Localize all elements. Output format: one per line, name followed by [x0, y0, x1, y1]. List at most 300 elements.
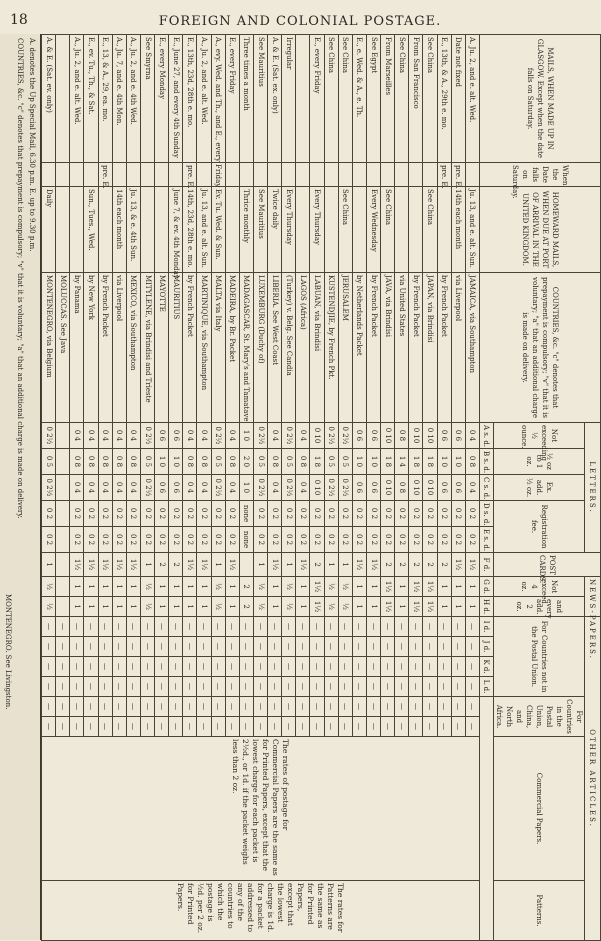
table-cell: See China [423, 35, 437, 163]
table-cell: Sun., Tues., Wed. [84, 187, 98, 273]
table-cell: — [70, 677, 84, 697]
table-cell: 0 2 [367, 501, 381, 527]
table-cell: — [56, 657, 70, 677]
table-cell [155, 163, 169, 187]
table-cell: by French Packet [367, 273, 381, 423]
table-cell [352, 163, 366, 187]
table-cell: 0 10 [381, 475, 395, 501]
table-cell [70, 187, 84, 273]
table-cell: 0 2 [183, 501, 197, 527]
table-cell: — [268, 617, 282, 637]
table-cell: 1 [98, 597, 112, 617]
table-cell [437, 187, 451, 273]
table-cell: — [56, 697, 70, 717]
table-cell: 1 8 [310, 449, 324, 475]
table-cell: See China [423, 187, 437, 273]
table-cell: 1 [155, 597, 169, 617]
table-cell: 0 8 [395, 423, 409, 449]
table-cell: 1 [141, 553, 155, 577]
table-cell: — [42, 717, 56, 737]
table-cell: — [141, 657, 155, 677]
table-cell: — [423, 697, 437, 717]
table-cell: 1½ [126, 553, 140, 577]
table-cell: 0 2 [183, 527, 197, 553]
table-cell [409, 187, 423, 273]
table-cell: — [409, 697, 423, 717]
table-cell: — [155, 717, 169, 737]
table-cell: — [141, 677, 155, 697]
table-cell: LABUAN, via Brindisi [310, 273, 324, 423]
table-cell [409, 163, 423, 187]
table-cell: 1 [324, 553, 338, 577]
table-cell: — [437, 697, 451, 717]
table-cell: A. Ju. 2, and e. alt. Wed. [465, 35, 479, 163]
table-cell: 1½ [112, 553, 126, 577]
table-cell: ½ [211, 597, 225, 617]
header-mails-made-up: MAILS, WHEN MADE UP IN GLASGOW. Except when the date falls on Saturday. [480, 35, 601, 163]
table-cell: 0 2 [409, 527, 423, 553]
table-cell: 2 0 [239, 449, 253, 475]
table-cell: 0 2½ [211, 475, 225, 501]
table-cell: 1 [367, 597, 381, 617]
table-cell: — [395, 657, 409, 677]
table-cell: 0 8 [225, 449, 239, 475]
table-cell: 0 5 [42, 449, 56, 475]
table-cell: 0 4 [98, 423, 112, 449]
table-cell [296, 187, 310, 273]
table-cell [352, 187, 366, 273]
table-cell: LIBERIA. See West Coast [268, 273, 282, 423]
table-cell: 1 0 [155, 449, 169, 475]
table-cell: — [254, 657, 268, 677]
table-cell: 1½ [197, 553, 211, 577]
table-cell: by French Packet [437, 273, 451, 423]
column-letter: A s. d. [480, 423, 494, 449]
table-cell: — [268, 657, 282, 677]
table-cell [239, 553, 253, 577]
table-cell: 0 4 [112, 475, 126, 501]
table-cell: See Mauritius [254, 35, 268, 163]
table-cell: See China [338, 187, 352, 273]
table-cell: — [141, 637, 155, 657]
table-cell: E., 13th, & A., 29th e. mo. [437, 35, 451, 163]
table-cell: 0 2 [338, 527, 352, 553]
table-cell: 1½ [381, 597, 395, 617]
table-cell: 1½ [352, 553, 366, 577]
table-cell: 1½ [465, 553, 479, 577]
table-cell: 0 2½ [282, 475, 296, 501]
table-cell: 0 2 [70, 527, 84, 553]
table-cell: 1 [451, 597, 465, 617]
table-cell: — [126, 697, 140, 717]
column-letter: F d. [480, 553, 494, 577]
table-cell: Every Thursday [310, 187, 324, 273]
table-cell: 0 6 [367, 475, 381, 501]
table-cell: — [183, 677, 197, 697]
table-cell: — [338, 637, 352, 657]
table-cell: — [338, 717, 352, 737]
table-cell: via Liverpool [112, 273, 126, 423]
table-cell: E., every Monday [155, 35, 169, 163]
table-cell: 1 [84, 597, 98, 617]
table-cell: — [367, 617, 381, 637]
column-letter: C s. d. [480, 475, 494, 501]
table-cell: — [451, 637, 465, 657]
table-cell: 0 2 [98, 527, 112, 553]
table-cell: 0 2 [451, 501, 465, 527]
table-cell: 0 4 [84, 475, 98, 501]
table-cell: — [254, 717, 268, 737]
table-cell: — [239, 617, 253, 637]
table-cell: 14th each month [112, 187, 126, 273]
table-cell: A., Ju. 7, and e. 4th Mon. [112, 35, 126, 163]
table-cell: — [98, 717, 112, 737]
table-cell: 0 2 [268, 527, 282, 553]
table-cell: Every Wednesday [367, 187, 381, 273]
table-cell: — [155, 677, 169, 697]
table-cell: 0 4 [296, 423, 310, 449]
table-cell: 0 10 [409, 475, 423, 501]
table-cell: From Marseilles [381, 35, 395, 163]
table-cell: — [381, 717, 395, 737]
table-cell: See China [338, 35, 352, 163]
table-cell: pre. E. [98, 163, 112, 187]
table-cell: — [112, 717, 126, 737]
table-cell: — [367, 677, 381, 697]
table-cell: — [70, 617, 84, 637]
table-cell: — [324, 637, 338, 657]
table-cell: — [183, 697, 197, 717]
table-cell: 0 2 [225, 501, 239, 527]
table-cell: — [409, 637, 423, 657]
table-cell: — [367, 717, 381, 737]
table-cell: JERUSALEM [338, 273, 352, 423]
table-cell: — [239, 697, 253, 717]
table-cell: — [310, 657, 324, 677]
table-cell: 0 4 [225, 423, 239, 449]
table-cell: — [338, 677, 352, 697]
table-cell: — [465, 677, 479, 697]
table-cell: 0 6 [169, 423, 183, 449]
table-cell: 1½ [451, 553, 465, 577]
table-cell: — [70, 717, 84, 737]
table-cell: E., every Friday [225, 35, 239, 163]
table-cell: 0 5 [338, 449, 352, 475]
table-cell: See China [395, 35, 409, 163]
table-cell: 1 [352, 597, 366, 617]
table-cell: 0 2½ [254, 475, 268, 501]
table-cell: — [296, 717, 310, 737]
table-cell: — [409, 717, 423, 737]
table-cell: 2 [155, 553, 169, 577]
table-cell: — [98, 657, 112, 677]
table-cell: — [395, 677, 409, 697]
table-cell: — [239, 637, 253, 657]
table-cell: 1½ [367, 553, 381, 577]
header-in-union: For Countries in the Postal Union, China, and North Africa. [494, 697, 585, 737]
table-cell: — [225, 697, 239, 717]
running-head: FOREIGN AND COLONIAL POSTAGE. [158, 14, 442, 29]
table-cell: — [197, 677, 211, 697]
table-cell: — [381, 677, 395, 697]
table-cell [84, 163, 98, 187]
table-cell: — [169, 697, 183, 717]
table-cell: 2 [239, 577, 253, 597]
table-cell: 0 2 [169, 527, 183, 553]
table-cell: 1 [367, 577, 381, 597]
table-cell: — [239, 677, 253, 697]
table-cell [56, 577, 70, 597]
table-cell: 0 4 [296, 475, 310, 501]
table-cell: See Egypt [367, 35, 381, 163]
table-cell: 0 2 [211, 501, 225, 527]
table-cell: 0 2 [409, 501, 423, 527]
table-cell: 1½ [310, 597, 324, 617]
table-cell: — [239, 717, 253, 737]
table-cell: — [98, 697, 112, 717]
table-cell: LAGOS (Africa) [296, 273, 310, 423]
header-other-articles: OTHER ARTICLES. [585, 617, 601, 941]
table-cell: 1 [183, 577, 197, 597]
table-cell: 0 2 [254, 501, 268, 527]
table-cell: — [169, 637, 183, 657]
table-cell: 0 2 [395, 501, 409, 527]
column-letter-pad [480, 697, 494, 941]
header-letters: LETTERS. [585, 423, 601, 553]
table-cell: 14th each month [451, 187, 465, 273]
table-cell: A., Ju. 2, and e. alt. Wed. [197, 35, 211, 163]
table-cell: — [282, 697, 296, 717]
table-cell [395, 187, 409, 273]
table-cell: 1 [197, 577, 211, 597]
table-cell: A., Ju. 2, and e. 4th Wed. [126, 35, 140, 163]
table-cell: 1 8 [409, 449, 423, 475]
table-cell: 0 6 [437, 475, 451, 501]
table-cell: MAYOTTE [155, 273, 169, 423]
table-cell: 0 2 [126, 527, 140, 553]
table-cell [296, 35, 310, 163]
table-cell: 0 8 [70, 449, 84, 475]
table-cell: 0 2 [381, 501, 395, 527]
table-cell: — [352, 657, 366, 677]
legend-countries-note: COUNTRIES, &c. "c" denotes that prepayment is compulsory; "v" that it is voluntary; "a" that an additional charge is made on delivery. [16, 38, 24, 519]
table-cell: by French Packet [409, 273, 423, 423]
table-cell: — [310, 697, 324, 717]
table-cell: 0 4 [197, 475, 211, 501]
table-cell: — [395, 617, 409, 637]
header-saturday: When the Date falls on Saturday. [480, 163, 601, 187]
postage-table [41, 34, 601, 941]
table-cell: 0 2 [296, 527, 310, 553]
table-cell: — [338, 657, 352, 677]
table-cell [225, 163, 239, 187]
table-cell: — [84, 677, 98, 697]
table-cell [367, 163, 381, 187]
table-cell: — [367, 697, 381, 717]
table-cell: 0 2 [141, 527, 155, 553]
table-cell: 1 8 [423, 449, 437, 475]
table-cell: — [310, 677, 324, 697]
table-cell: ½ [141, 577, 155, 597]
table-cell: 1½ [409, 597, 423, 617]
table-cell: 0 10 [423, 475, 437, 501]
table-cell: — [409, 617, 423, 637]
table-cell: A. & E. (Sat. ev. only) [42, 35, 56, 163]
table-cell: 1 [183, 597, 197, 617]
table-cell: MONTENEGRO, via Belgium [42, 273, 56, 423]
table-cell: 1 [112, 577, 126, 597]
table-cell: 0 6 [155, 475, 169, 501]
table-cell: — [310, 637, 324, 657]
table-cell: — [282, 677, 296, 697]
table-cell: 0 8 [84, 449, 98, 475]
column-letter: K d. [480, 657, 494, 677]
table-cell: 1 [282, 553, 296, 577]
table-cell: 1 0 [451, 449, 465, 475]
table-cell: Irregular [282, 35, 296, 163]
header-news-a: Not exceed. 4 oz. [494, 577, 585, 597]
table-cell: — [126, 637, 140, 657]
table-cell: 2 [239, 597, 253, 617]
table-cell: Twice daily [268, 187, 282, 273]
table-cell: — [451, 657, 465, 677]
table-cell: — [56, 617, 70, 637]
table-cell: 0 2 [197, 527, 211, 553]
table-cell: — [169, 717, 183, 737]
table-cell: 0 2½ [338, 475, 352, 501]
table-cell: 0 6 [451, 475, 465, 501]
table-cell: JAVA, via Brindisi [381, 273, 395, 423]
table-cell: — [183, 657, 197, 677]
table-cell: 0 2 [465, 527, 479, 553]
table-cell [126, 163, 140, 187]
table-cell: 1 [112, 597, 126, 617]
table-cell: June 7, & ev. 4th Monday [169, 187, 183, 273]
table-cell: 0 5 [211, 449, 225, 475]
table-cell: 0 10 [381, 423, 395, 449]
table-cell: Thrice monthly [239, 187, 253, 273]
table-cell: 0 5 [324, 449, 338, 475]
table-cell: 1 [451, 577, 465, 597]
legend-bottom: MONTENEGRO. See Livingston. [4, 594, 12, 710]
table-cell: 1½ [183, 553, 197, 577]
page-header [0, 0, 600, 34]
column-letter: B s. d. [480, 449, 494, 475]
table-cell: ½ [338, 597, 352, 617]
table-cell [56, 527, 70, 553]
table-cell: — [84, 637, 98, 657]
table-cell: 0 8 [112, 449, 126, 475]
table-cell: 0 2 [84, 527, 98, 553]
table-cell: 0 2 [42, 501, 56, 527]
table-cell: — [465, 657, 479, 677]
table-cell: — [169, 617, 183, 637]
table-cell [395, 163, 409, 187]
table-cell: — [84, 717, 98, 737]
table-cell: 0 2 [381, 527, 395, 553]
table-cell: — [197, 717, 211, 737]
table-cell: 1½ [70, 553, 84, 577]
table-cell: 0 2 [423, 527, 437, 553]
table-cell: — [268, 637, 282, 657]
table-cell: — [338, 697, 352, 717]
table-cell: — [423, 617, 437, 637]
table-cell: A. & E. (Sat. ex. only) [268, 35, 282, 163]
table-cell: Every Thursday [282, 187, 296, 273]
table-cell: 1 [352, 577, 366, 597]
table-cell: 0 2 [437, 527, 451, 553]
table-cell: — [225, 677, 239, 697]
table-cell: — [42, 697, 56, 717]
table-cell: — [296, 617, 310, 637]
table-cell [56, 553, 70, 577]
table-cell: — [225, 657, 239, 677]
table-cell [56, 187, 70, 273]
table-cell: — [183, 617, 197, 637]
table-cell: 0 2½ [42, 475, 56, 501]
table-cell: — [296, 697, 310, 717]
table-cell: — [56, 677, 70, 697]
table-cell: 0 8 [126, 449, 140, 475]
table-cell: 0 2 [225, 527, 239, 553]
table-cell: — [395, 697, 409, 717]
table-cell: — [211, 617, 225, 637]
table-cell: 1 [169, 577, 183, 597]
table-cell: — [112, 617, 126, 637]
table-cell: 2 [409, 553, 423, 577]
table-cell: 0 4 [197, 423, 211, 449]
table-cell: Three times a month [239, 35, 253, 163]
table-cell: 2 [381, 553, 395, 577]
table-cell: 0 6 [451, 423, 465, 449]
table-cell: 2 [395, 553, 409, 577]
column-letter: J d. [480, 637, 494, 657]
table-cell: MITYLENE, via Brindisi and Trieste [141, 273, 155, 423]
table-cell: — [169, 677, 183, 697]
header-newspapers: NEWS-PAPERS. [585, 577, 601, 617]
table-cell: 0 8 [465, 449, 479, 475]
table-cell: ½ [42, 597, 56, 617]
table-cell: 0 4 [465, 475, 479, 501]
table-cell: 2 [310, 553, 324, 577]
table-cell: via Liverpool [451, 273, 465, 423]
postage-table-sheet [40, 34, 601, 940]
column-letter: I d. [480, 617, 494, 637]
table-cell: 2 [423, 553, 437, 577]
table-cell: — [126, 677, 140, 697]
table-cell: 0 2 [310, 501, 324, 527]
table-cell: A., evy. Wed. and Th., and E., every Friday [211, 35, 225, 163]
table-cell: 0 2 [367, 527, 381, 553]
table-cell: — [282, 617, 296, 637]
table-cell: — [310, 717, 324, 737]
table-cell: 0 2 [282, 527, 296, 553]
table-cell: — [465, 717, 479, 737]
table-cell: 0 10 [409, 423, 423, 449]
table-row [465, 35, 479, 941]
table-cell: 0 2 [451, 527, 465, 553]
table-cell: — [70, 637, 84, 657]
table-cell: 0 4 [183, 423, 197, 449]
table-cell: 0 2 [268, 501, 282, 527]
table-cell: — [112, 657, 126, 677]
table-cell: 0 5 [282, 449, 296, 475]
header-countries: COUNTRIES, &c. "c" denotes that prepayment is compulsory; "v" that it is voluntary; "a" that an additional charge is made on delivery. [480, 273, 601, 423]
table-cell: 1 [254, 553, 268, 577]
table-cell: Ju. 13, and e. alt. Sun. [465, 187, 479, 273]
table-cell: — [352, 697, 366, 717]
table-cell: — [381, 637, 395, 657]
